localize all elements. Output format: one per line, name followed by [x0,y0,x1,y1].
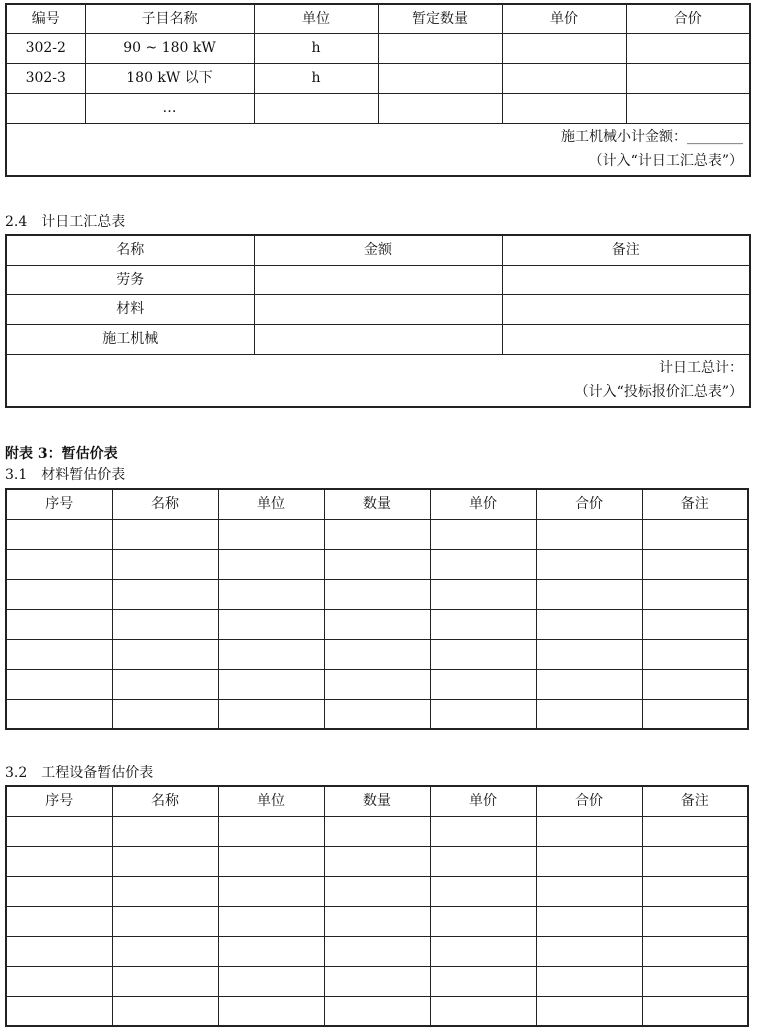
table-cell [112,609,218,639]
header-cell: 单价 [502,4,626,33]
table-cell [112,639,218,669]
table-cell [112,996,218,1026]
table-row [6,996,748,1026]
header-cell: 名称 [112,489,218,519]
table-cell [112,936,218,966]
table-cell [6,876,112,906]
header-cell: 单位 [218,786,324,816]
table-cell [642,519,748,549]
table-cell [254,93,378,123]
table-cell [6,93,85,123]
table-cell [218,669,324,699]
table-cell [112,966,218,996]
table-cell [218,519,324,549]
table-cell: 材料 [6,294,254,324]
table-cell [642,699,748,729]
table-row [6,63,750,93]
material-provisional-table [5,488,749,730]
table-row [6,609,748,639]
summary-header-row [6,235,750,265]
table-cell [324,549,430,579]
table-cell [536,519,642,549]
material-header-row [6,489,748,519]
table-cell [502,33,626,63]
header-cell: 合价 [626,4,750,33]
table-cell [254,324,502,354]
table-cell [112,699,218,729]
header-cell: 合价 [536,786,642,816]
section-3-2-title: 3.2 工程设备暂估价表 [5,765,154,781]
table-cell [6,609,112,639]
header-cell: 备注 [642,489,748,519]
machinery-table [5,3,751,177]
table-cell [324,936,430,966]
table-cell: 施工机械 [6,324,254,354]
table-cell [218,816,324,846]
table-cell [536,699,642,729]
table-cell [218,846,324,876]
table-cell [430,966,536,996]
machinery-header-row [6,4,750,33]
header-cell: 名称 [112,786,218,816]
table-cell: h [254,63,378,93]
table-cell [536,639,642,669]
table-cell [6,579,112,609]
table-row [6,519,748,549]
table-cell [642,876,748,906]
table-row [6,294,750,324]
table-cell [112,876,218,906]
table-row [6,33,750,63]
table-cell [218,699,324,729]
table-cell [6,699,112,729]
table-cell [218,996,324,1026]
table-cell [6,996,112,1026]
table-cell [324,639,430,669]
table-cell [378,63,502,93]
table-cell [112,816,218,846]
table-cell [502,265,750,294]
table-row [6,93,750,123]
table-cell: 302-3 [6,63,85,93]
table-cell [324,816,430,846]
table-cell [626,63,750,93]
table-row [6,265,750,294]
total-label: 计日工总计： [659,360,743,377]
table-cell [254,294,502,324]
table-cell [430,639,536,669]
table-cell: … [85,93,254,123]
table-cell [324,846,430,876]
material-table-body [6,489,748,729]
table-cell [502,324,750,354]
appendix-3-title: 附表 3：暂估价表 [5,446,118,462]
table-row [6,876,748,906]
table-cell [430,996,536,1026]
header-cell: 子目名称 [85,4,254,33]
daywork-summary-table [5,234,751,408]
table-cell [324,609,430,639]
table-cell [642,966,748,996]
table-cell [324,669,430,699]
table-cell [536,816,642,846]
table-cell [254,265,502,294]
table-cell [536,846,642,876]
header-cell: 单位 [254,4,378,33]
table-cell [430,936,536,966]
table-cell: 180 kW 以下 [85,63,254,93]
table-cell [112,906,218,936]
table-cell [536,936,642,966]
table-cell [536,549,642,579]
table-cell [430,816,536,846]
header-cell: 名称 [6,235,254,265]
table-cell [218,579,324,609]
table-row [6,549,748,579]
table-cell [430,579,536,609]
table-cell [324,579,430,609]
table-cell [642,669,748,699]
table-cell [430,699,536,729]
total-note: （计入“投标报价汇总表”） [574,384,743,401]
table-row [6,846,748,876]
header-cell: 单价 [430,489,536,519]
table-cell [642,996,748,1026]
table-cell [430,609,536,639]
header-cell: 单位 [218,489,324,519]
table-cell [6,906,112,936]
table-cell [642,816,748,846]
table-row [6,669,748,699]
table-cell [430,876,536,906]
table-cell: h [254,33,378,63]
equipment-table-body [6,786,748,1026]
table-cell [430,549,536,579]
table-row [6,579,748,609]
table-cell [536,876,642,906]
table-cell [502,294,750,324]
table-cell [502,63,626,93]
table-cell [112,846,218,876]
table-cell [112,549,218,579]
subtotal-label: 施工机械小计金额：________ [561,129,743,146]
table-cell [218,549,324,579]
table-cell [430,669,536,699]
header-cell: 编号 [6,4,85,33]
table-cell [642,846,748,876]
table-cell [536,669,642,699]
header-cell: 数量 [324,786,430,816]
table-row [6,966,748,996]
table-cell [642,936,748,966]
table-row [6,906,748,936]
table-cell [218,609,324,639]
table-cell [6,936,112,966]
total-row [6,354,750,407]
table-cell [324,906,430,936]
subtotal-note: （计入“计日工汇总表”） [588,153,743,170]
table-cell [6,966,112,996]
table-cell [642,906,748,936]
section-3-1-title: 3.1 材料暂估价表 [5,467,126,483]
table-cell [502,93,626,123]
header-cell: 暂定数量 [378,4,502,33]
table-cell [324,966,430,996]
table-cell [6,846,112,876]
table-cell [430,906,536,936]
table-cell [536,609,642,639]
table-cell [536,579,642,609]
table-cell: 劳务 [6,265,254,294]
table-cell [218,936,324,966]
table-cell [6,549,112,579]
table-cell [6,519,112,549]
table-cell [536,906,642,936]
table-cell [6,639,112,669]
table-cell [642,549,748,579]
table-cell [6,669,112,699]
header-cell: 备注 [642,786,748,816]
table-cell [324,519,430,549]
header-cell: 单价 [430,786,536,816]
table-cell [112,669,218,699]
table-cell: 90 ~ 180 kW [85,33,254,63]
header-cell: 序号 [6,489,112,519]
table-cell [626,93,750,123]
table-cell [112,579,218,609]
subtotal-row [6,123,750,176]
table-cell [626,33,750,63]
header-cell: 数量 [324,489,430,519]
table-row [6,936,748,966]
header-cell: 金额 [254,235,502,265]
table-cell [378,93,502,123]
table-cell: 302-2 [6,33,85,63]
table-cell [324,876,430,906]
table-row [6,699,748,729]
table-cell [218,639,324,669]
table-cell [642,579,748,609]
table-cell [430,519,536,549]
section-2-4-title: 2.4 计日工汇总表 [5,214,126,230]
header-cell: 合价 [536,489,642,519]
table-cell [536,966,642,996]
header-cell: 备注 [502,235,750,265]
table-cell [642,609,748,639]
table-cell [430,846,536,876]
table-cell [642,639,748,669]
table-cell [218,906,324,936]
table-cell [6,816,112,846]
table-cell [112,519,218,549]
table-cell [536,996,642,1026]
table-cell [378,33,502,63]
equipment-provisional-table [5,785,749,1027]
subtotal-cell [6,123,750,176]
table-cell [218,876,324,906]
total-cell [6,354,750,407]
equipment-header-row [6,786,748,816]
header-cell: 序号 [6,786,112,816]
table-row [6,639,748,669]
table-cell [218,966,324,996]
table-row [6,816,748,846]
table-cell [324,996,430,1026]
table-row [6,324,750,354]
table-cell [324,699,430,729]
